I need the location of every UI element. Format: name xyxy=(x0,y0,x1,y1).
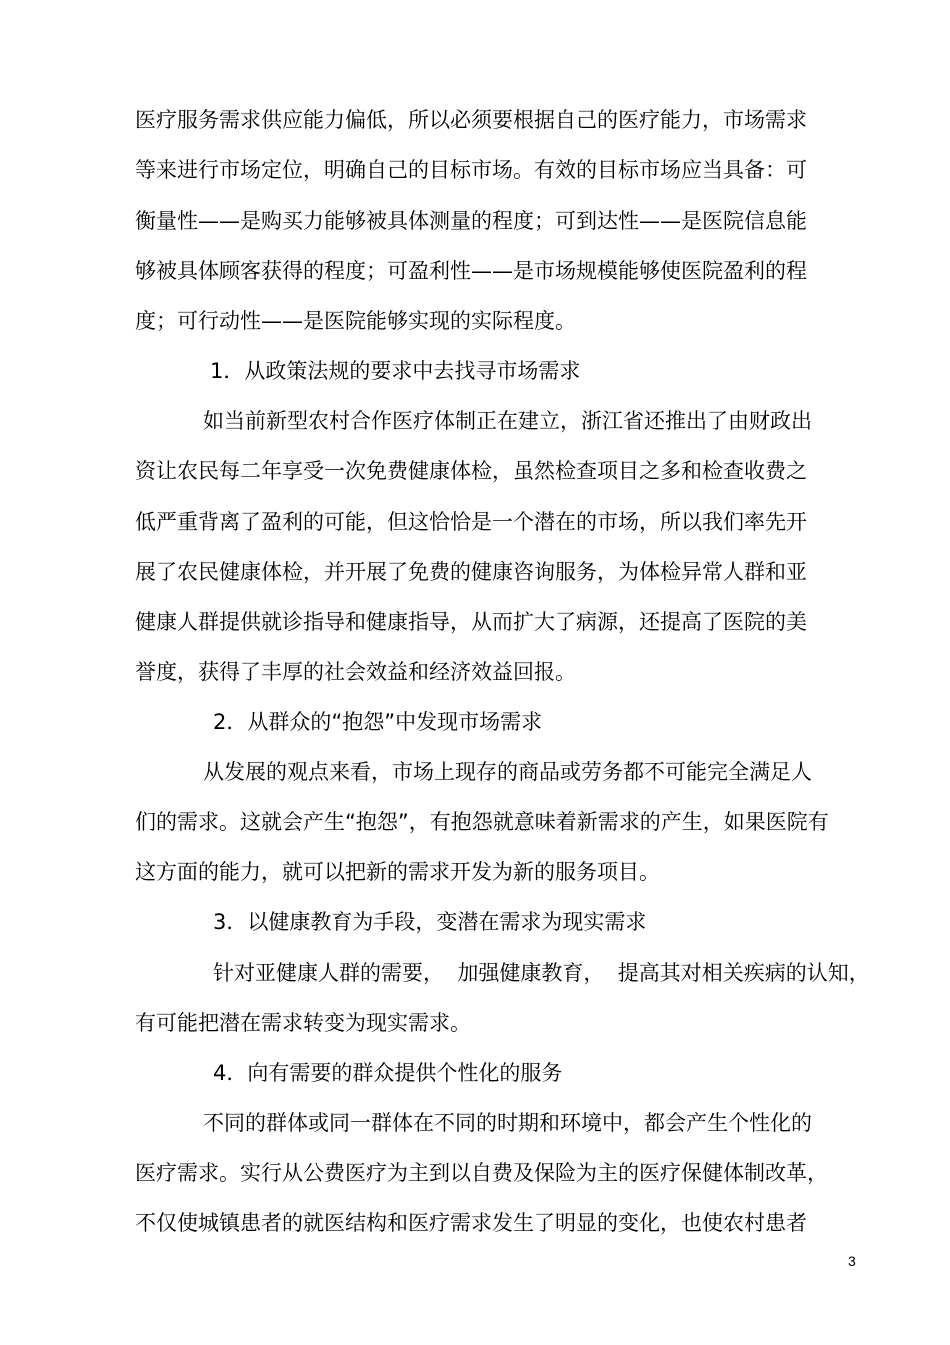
body-line: 医疗需求。实行从公费医疗为主到以自费及保险为主的医疗保健体制改革， xyxy=(135,1161,828,1185)
body-line: 等来进行市场定位，明确自己的目标市场。有效的目标市场应当具备：可 xyxy=(135,158,807,182)
body-line: 针对亚健康人群的需要， 加强健康教育， 提高其对相关疾病的认知， xyxy=(213,961,870,985)
body-line: 从发展的观点来看，市场上现存的商品或劳务都不可能完全满足人 xyxy=(203,760,812,784)
body-line: 衡量性——是购买力能够被具体测量的程度；可到达性——是医院信息能 xyxy=(135,209,807,233)
body-line: 不同的群体或同一群体在不同的时期和环境中，都会产生个性化的 xyxy=(203,1111,812,1135)
section-heading-4: 4．向有需要的群众提供个性化的服务 xyxy=(213,1061,563,1085)
page-number: 3 xyxy=(848,1253,856,1269)
body-line: 这方面的能力，就可以把新的需求开发为新的服务项目。 xyxy=(135,860,660,884)
body-line: 不仅使城镇患者的就医结构和医疗需求发生了明显的变化，也使农村患者 xyxy=(135,1211,807,1235)
body-line: 有可能把潜在需求转变为现实需求。 xyxy=(135,1011,471,1035)
section-heading-2: 2．从群众的“抱怨”中发现市场需求 xyxy=(213,710,543,734)
body-line: 如当前新型农村合作医疗体制正在建立，浙江省还推出了由财政出 xyxy=(203,409,812,433)
body-line: 健康人群提供就诊指导和健康指导，从而扩大了病源，还提高了医院的美 xyxy=(135,610,807,634)
body-line: 资让农民每二年享受一次免费健康体检，虽然检查项目之多和检查收费之 xyxy=(135,459,807,483)
body-line: 誉度，获得了丰厚的社会效益和经济效益回报。 xyxy=(135,660,576,684)
section-heading-3: 3．以健康教育为手段，变潜在需求为现实需求 xyxy=(213,910,647,934)
body-line: 度；可行动性——是医院能够实现的实际程度。 xyxy=(135,309,576,333)
body-line: 们的需求。这就会产生“抱怨”，有抱怨就意味着新需求的产生，如果医院有 xyxy=(135,810,829,834)
body-line: 够被具体顾客获得的程度；可盈利性——是市场规模能够使医院盈利的程 xyxy=(135,259,807,283)
body-line: 低严重背离了盈利的可能，但这恰恰是一个潜在的市场，所以我们率先开 xyxy=(135,510,807,534)
body-line: 医疗服务需求供应能力偏低，所以必须要根据自己的医疗能力，市场需求 xyxy=(135,108,807,132)
body-line: 展了农民健康体检，并开展了免费的健康咨询服务，为体检异常人群和亚 xyxy=(135,560,807,584)
section-heading-1: 1．从政策法规的要求中去找寻市场需求 xyxy=(210,359,581,383)
